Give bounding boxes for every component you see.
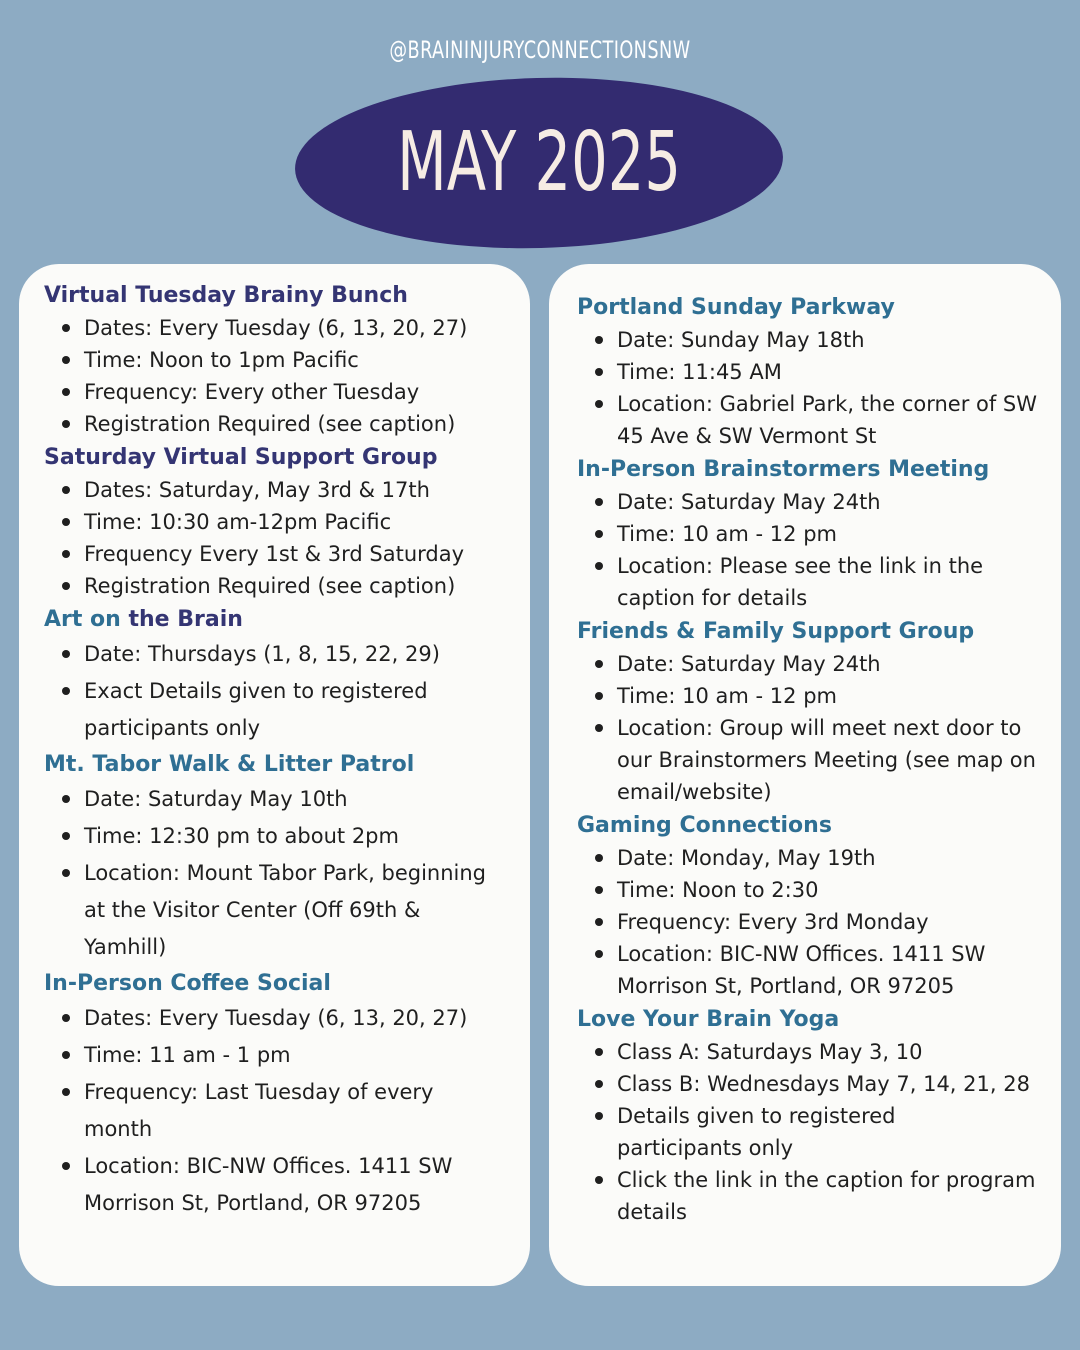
list-item: Registration Required (see caption) xyxy=(84,570,530,602)
event-title: Friends & Family Support Group xyxy=(577,619,975,644)
event-title: Mt. Tabor Walk & Litter Patrol xyxy=(44,752,415,777)
event-details xyxy=(44,1000,530,1222)
list-item: Class B: Wednesdays May 7, 14, 21, 28 xyxy=(617,1068,1037,1100)
list-item: Date: Saturday May 10th xyxy=(84,781,530,818)
event-details xyxy=(577,324,1061,452)
right-card xyxy=(549,264,1061,1286)
event-virtual-tuesday-brainy-bunch xyxy=(44,280,530,440)
list-item: Time: 10 am - 12 pm xyxy=(617,518,1061,550)
list-item: Location: Gabriel Park, the corner of SW 45 Ave & SW Vermont St xyxy=(617,388,1057,452)
event-in-person-brainstormers xyxy=(577,454,1061,614)
event-title: Virtual Tuesday Brainy Bunch xyxy=(44,283,408,308)
event-details xyxy=(577,842,1061,1002)
event-details xyxy=(44,474,530,602)
list-item: Date: Saturday May 24th xyxy=(617,648,1061,680)
list-item: Date: Thursdays (1, 8, 15, 22, 29) xyxy=(84,636,530,673)
list-item: Time: 10:30 am-12pm Pacific xyxy=(84,506,530,538)
list-item: Date: Sunday May 18th xyxy=(617,324,1061,356)
event-title xyxy=(44,604,530,636)
list-item: Registration Required (see caption) xyxy=(84,408,530,440)
event-gaming-connections xyxy=(577,810,1061,1002)
list-item: Location: Group will meet next door to our Brainstormers Meeting (see map on email/website) xyxy=(617,712,1049,808)
list-item: Frequency Every 1st & 3rd Saturday xyxy=(84,538,530,570)
list-item: Date: Monday, May 19th xyxy=(617,842,1061,874)
list-item: Location: BIC-NW Offices. 1411 SW Morrison St, Portland, OR 97205 xyxy=(84,1148,494,1222)
event-details xyxy=(44,781,530,966)
event-details xyxy=(577,486,1061,614)
event-art-on-the-brain xyxy=(44,604,530,747)
list-item: Location: Please see the link in the caption for details xyxy=(617,550,1047,614)
list-item: Frequency: Last Tuesday of every month xyxy=(84,1074,484,1148)
list-item: Time: 11 am - 1 pm xyxy=(84,1037,530,1074)
page-title: MAY 2025 xyxy=(397,115,681,210)
list-item: Dates: Every Tuesday (6, 13, 20, 27) xyxy=(84,312,530,344)
event-details xyxy=(44,636,530,747)
event-love-your-brain-yoga xyxy=(577,1004,1061,1228)
event-title: In-Person Brainstormers Meeting xyxy=(577,457,990,482)
event-portland-sunday-parkway xyxy=(577,292,1061,452)
left-card xyxy=(19,264,530,1286)
list-item: Location: BIC-NW Offices. 1411 SW Morrison St, Portland, OR 97205 xyxy=(617,938,1037,1002)
list-item: Dates: Every Tuesday (6, 13, 20, 27) xyxy=(84,1000,530,1037)
list-item: Location: Mount Tabor Park, beginning at the Visitor Center (Off 69th & Yamhill) xyxy=(84,855,504,966)
list-item: Frequency: Every 3rd Monday xyxy=(617,906,1061,938)
list-item: Time: 12:30 pm to about 2pm xyxy=(84,818,530,855)
list-item: Frequency: Every other Tuesday xyxy=(84,376,530,408)
list-item: Date: Saturday May 24th xyxy=(617,486,1061,518)
list-item: Details given to registered participants only xyxy=(617,1100,1017,1164)
event-details xyxy=(577,648,1061,808)
event-details xyxy=(44,312,530,440)
event-title: Gaming Connections xyxy=(577,813,832,838)
event-details xyxy=(577,1036,1061,1228)
event-in-person-coffee-social xyxy=(44,968,530,1222)
event-title-part: the Brain xyxy=(128,607,243,632)
list-item: Class A: Saturdays May 3, 10 xyxy=(617,1036,1061,1068)
list-item: Time: 10 am - 12 pm xyxy=(617,680,1061,712)
event-title: Portland Sunday Parkway xyxy=(577,295,895,320)
list-item: Dates: Saturday, May 3rd & 17th xyxy=(84,474,530,506)
list-item: Click the link in the caption for program details xyxy=(617,1164,1037,1228)
event-title: In-Person Coffee Social xyxy=(44,971,331,996)
list-item: Time: Noon to 2:30 xyxy=(617,874,1061,906)
event-mt-tabor-walk xyxy=(44,749,530,966)
list-item: Exact Details given to registered participants only xyxy=(84,673,484,747)
event-title-part: Art on xyxy=(44,607,129,632)
event-saturday-virtual-support-group xyxy=(44,442,530,602)
list-item: Time: 11:45 AM xyxy=(617,356,1061,388)
social-handle: @BRAININJURYCONNECTIONSNW xyxy=(389,36,691,64)
event-title: Love Your Brain Yoga xyxy=(577,1007,840,1032)
event-friends-family-support xyxy=(577,616,1061,808)
event-title: Saturday Virtual Support Group xyxy=(44,445,438,470)
list-item: Time: Noon to 1pm Pacific xyxy=(84,344,530,376)
